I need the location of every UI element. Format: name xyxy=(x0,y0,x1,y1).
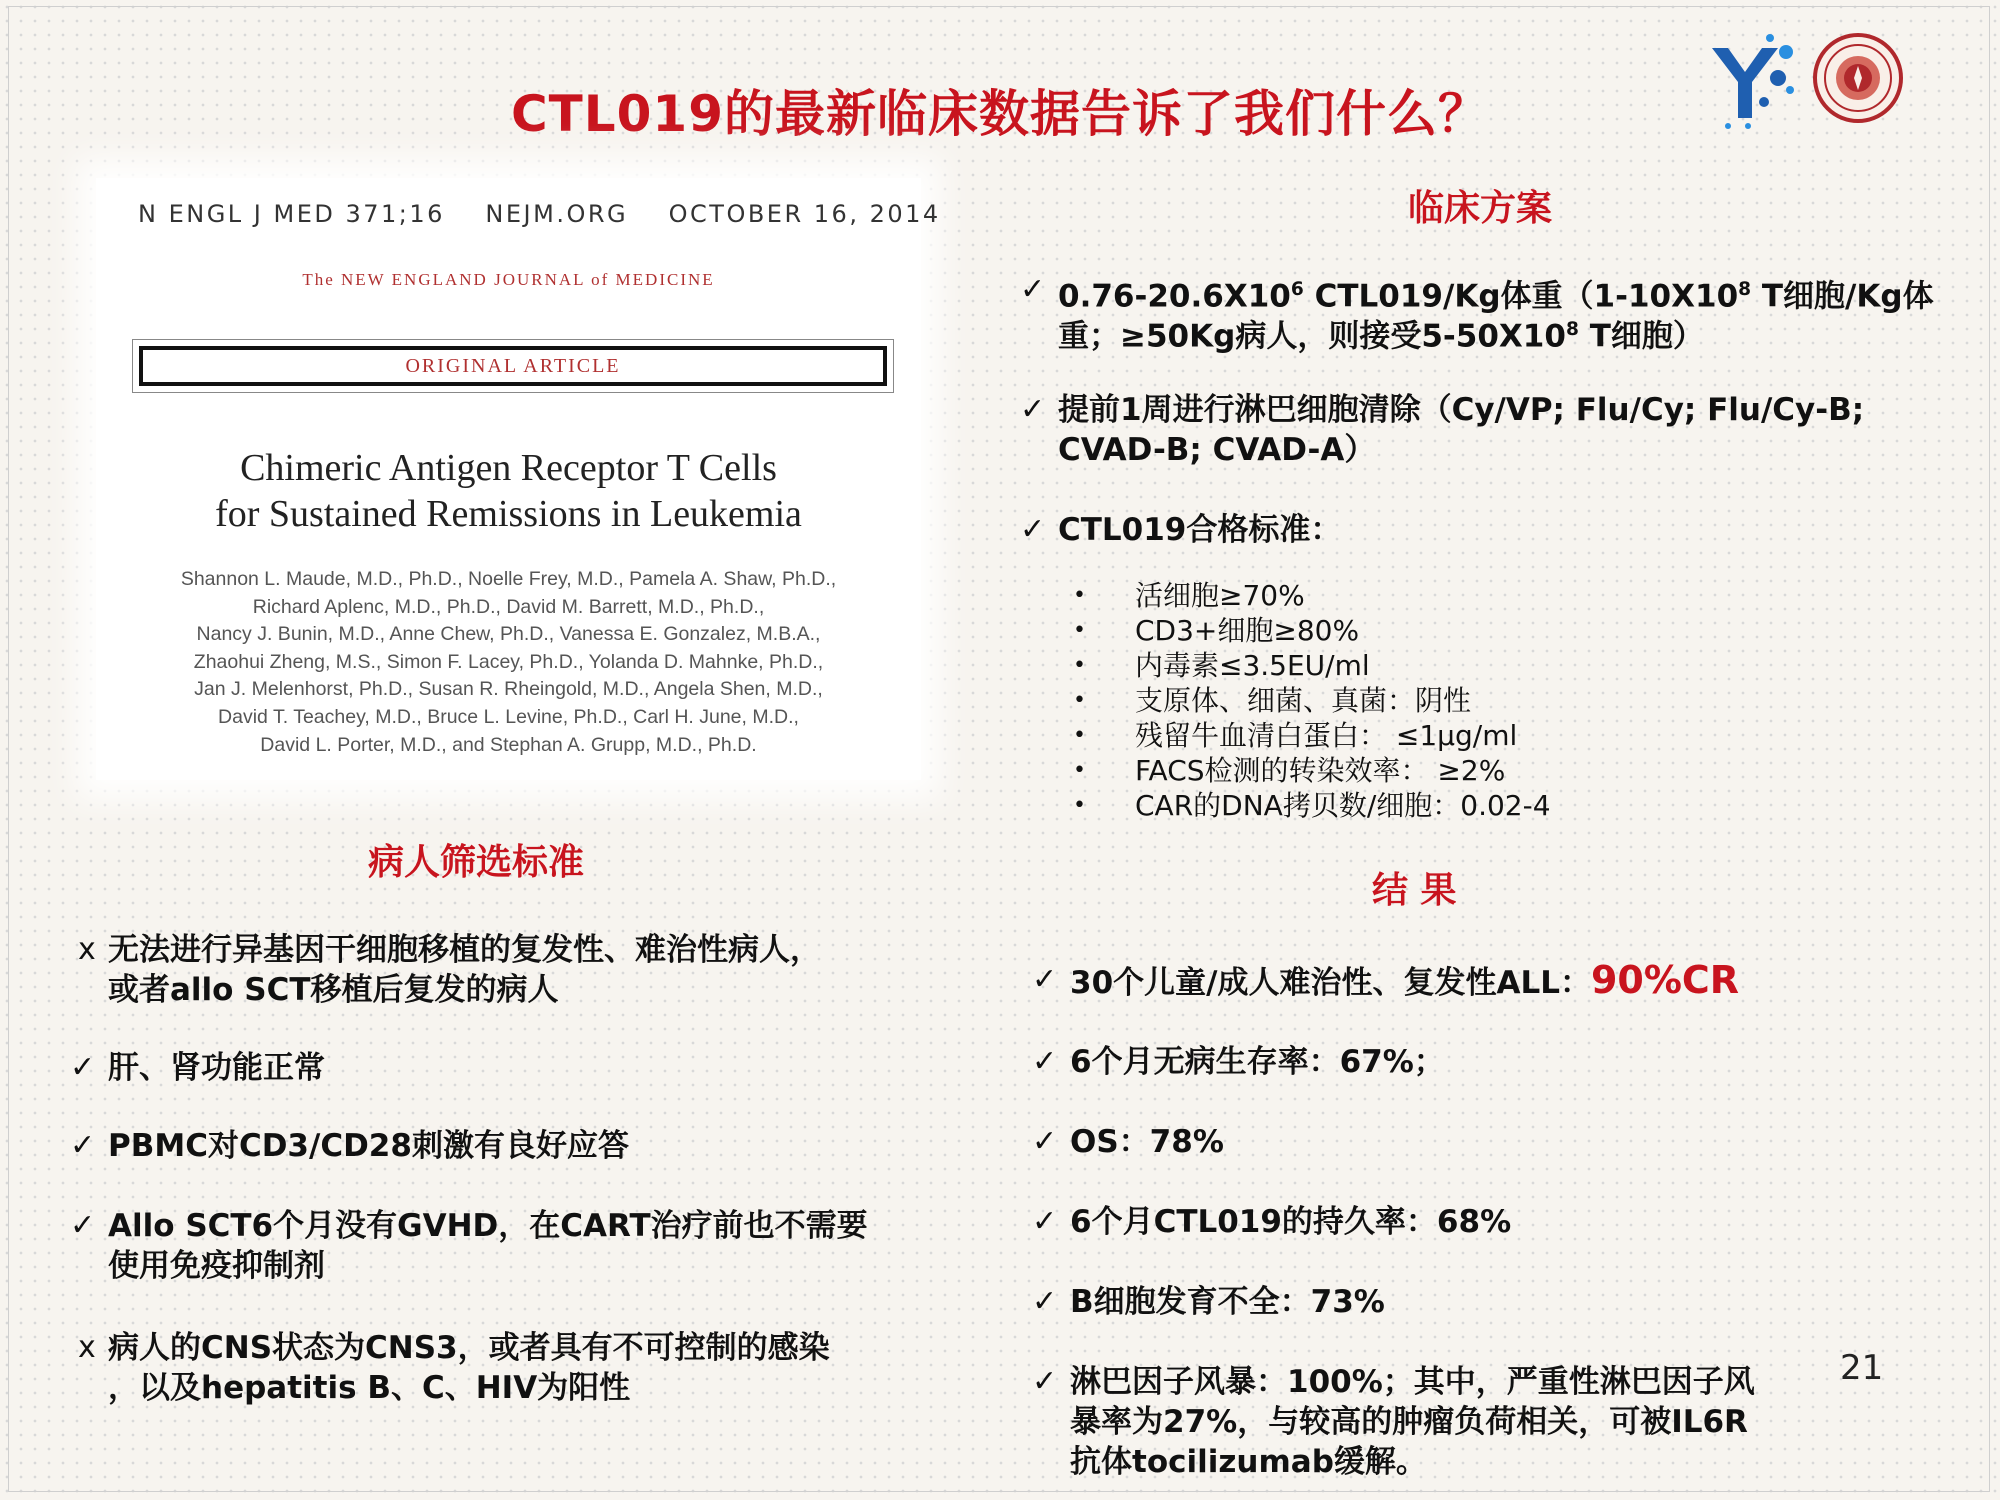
qualification-item: CD3+细胞≥80% xyxy=(1135,614,1360,647)
author-line: David L. Porter, M.D., and Stephan A. Grupp, M.D., Ph.D. xyxy=(260,733,757,756)
criteria-text-line1: 无法进行异基因干细胞移植的复发性、难治性病人， xyxy=(108,932,821,968)
article-authors xyxy=(96,566,921,759)
criteria-text-line1: 病人的CNS状态为CNS3，或者具有不可控制的感染 xyxy=(108,1330,830,1366)
result-cr: 30个儿童/成人难治性、复发性ALL：90%CR xyxy=(1070,958,1740,1002)
results-heading: 结 果 xyxy=(1372,870,1457,911)
lymphodepletion-line2: CVAD-B; CVAD-A） xyxy=(1058,432,1376,468)
qualification-item: 活细胞≥70% xyxy=(1135,579,1305,612)
exclude-mark-icon: x xyxy=(78,932,96,967)
criteria-text-line1: Allo SCT6个月没有GVHD，在CART治疗前也不需要 xyxy=(108,1208,868,1244)
article-heading-line1: Chimeric Antigen Receptor T Cells xyxy=(240,447,777,489)
article-heading-line2: for Sustained Remissions in Leukemia xyxy=(215,493,802,535)
journal-article-clipping xyxy=(96,178,941,780)
company-logo-icon xyxy=(1700,30,1800,130)
qualification-item: CAR的DNA拷贝数/细胞：0.02-4 xyxy=(1135,789,1551,822)
bullet-icon: • xyxy=(1073,688,1086,713)
check-mark-icon: ✓ xyxy=(70,1128,96,1163)
bullet-icon: • xyxy=(1073,653,1086,678)
qualification-item: 内毒素≤3.5EU/ml xyxy=(1135,649,1370,682)
lymphodepletion-line1: 提前1周进行淋巴细胞清除（Cy/VP; Flu/Cy; Flu/Cy-B; xyxy=(1058,392,1865,428)
dose-line2: 重；≥50Kg病人，则接受$5-50X10^8$ T细胞） xyxy=(1058,318,1704,355)
criteria-text-line2: 或者allo SCT移植后复发的病人 xyxy=(108,972,559,1008)
result-crs-line2: 暴率为27%，与较高的肿瘤负荷相关，可被IL6R xyxy=(1070,1404,1748,1440)
check-mark-icon: ✓ xyxy=(1020,512,1046,547)
bullet-icon: • xyxy=(1073,618,1086,643)
author-line: Jan J. Melenhorst, Ph.D., Susan R. Rheingold, M.D., Angela Shen, M.D., xyxy=(194,678,823,701)
dose-line1: $0.76-20.6X10^6$ CTL019/Kg体重（$1-10X10^8$ T细胞/Kg体 xyxy=(1058,278,1934,315)
qualification-item: 残留牛血清白蛋白： ≤1μg/ml xyxy=(1135,719,1518,752)
result-persistence: 6个月CTL019的持久率：68% xyxy=(1070,1204,1512,1240)
check-mark-icon: ✓ xyxy=(70,1208,96,1243)
check-mark-icon: ✓ xyxy=(1032,1204,1058,1239)
cr-value: 90%CR xyxy=(1590,958,1740,1002)
article-type-box xyxy=(132,339,894,393)
qualification-item: 支原体、细菌、真菌：阴性 xyxy=(1135,684,1472,717)
criteria-text-line2: 使用免疫抑制剂 xyxy=(108,1248,325,1284)
criteria-text-line2: ，以及hepatitis B、C、HIV为阳性 xyxy=(108,1370,631,1406)
author-line: Zhaohui Zheng, M.S., Simon F. Lacey, Ph.D., Yolanda D. Mahnke, Ph.D., xyxy=(193,650,824,673)
author-line: Richard Aplenc, M.D., Ph.D., David M. Barrett, M.D., Ph.D., xyxy=(252,595,765,618)
check-mark-icon: ✓ xyxy=(1020,272,1046,307)
article-heading xyxy=(96,445,921,537)
bullet-icon: • xyxy=(1073,793,1086,818)
check-mark-icon: ✓ xyxy=(1032,1124,1058,1159)
article-type: ORIGINAL ARTICLE xyxy=(139,346,887,386)
qualification-item: FACS检测的转染效率： ≥2% xyxy=(1135,754,1506,787)
check-mark-icon: ✓ xyxy=(1032,1364,1058,1399)
author-line: Shannon L. Maude, M.D., Ph.D., Noelle Frey, M.D., Pamela A. Shaw, Ph.D., xyxy=(180,568,837,590)
bullet-icon: • xyxy=(1073,583,1086,608)
journal-name: The NEW ENGLAND JOURNAL of MEDICINE xyxy=(302,270,715,289)
result-crs-line1: 淋巴因子风暴：100%；其中，严重性淋巴因子风 xyxy=(1070,1364,1755,1400)
bullet-icon: • xyxy=(1073,758,1086,783)
page-number: 21 xyxy=(1840,1348,1884,1388)
article-citation: N ENGL J MED 371;16 NEJM.ORG OCTOBER 16, 2014 xyxy=(138,200,941,228)
result-bcell: B细胞发育不全：73% xyxy=(1070,1284,1385,1320)
bullet-icon: • xyxy=(1073,723,1086,748)
author-line: David T. Teachey, M.D., Bruce L. Levine, Ph.D., Carl H. June, M.D., xyxy=(218,705,799,728)
criteria-heading: 病人筛选标准 xyxy=(368,842,585,883)
author-line: Nancy J. Bunin, M.D., Anne Chew, Ph.D., Vanessa E. Gonzalez, M.B.A., xyxy=(196,623,821,646)
criteria-text-line1: 肝、肾功能正常 xyxy=(108,1050,325,1086)
check-mark-icon: ✓ xyxy=(70,1050,96,1085)
result-os: OS：78% xyxy=(1070,1124,1224,1160)
check-mark-icon: ✓ xyxy=(1032,1044,1058,1079)
protocol-heading: 临床方案 xyxy=(1408,188,1553,229)
exclude-mark-icon: x xyxy=(78,1330,96,1365)
slide-title: CTL019的最新临床数据告诉了我们什么？ xyxy=(510,85,1490,143)
criteria-text-line1: PBMC对CD3/CD28刺激有良好应答 xyxy=(108,1128,629,1164)
check-mark-icon: ✓ xyxy=(1020,392,1046,427)
result-crs-line3: 抗体tocilizumab缓解。 xyxy=(1070,1444,1427,1480)
qualification-label: CTL019合格标准： xyxy=(1058,512,1342,548)
check-mark-icon: ✓ xyxy=(1032,1284,1058,1319)
university-seal-icon xyxy=(1812,32,1904,124)
check-mark-icon: ✓ xyxy=(1032,962,1058,997)
result-dfs: 6个月无病生存率：67%； xyxy=(1070,1044,1445,1080)
